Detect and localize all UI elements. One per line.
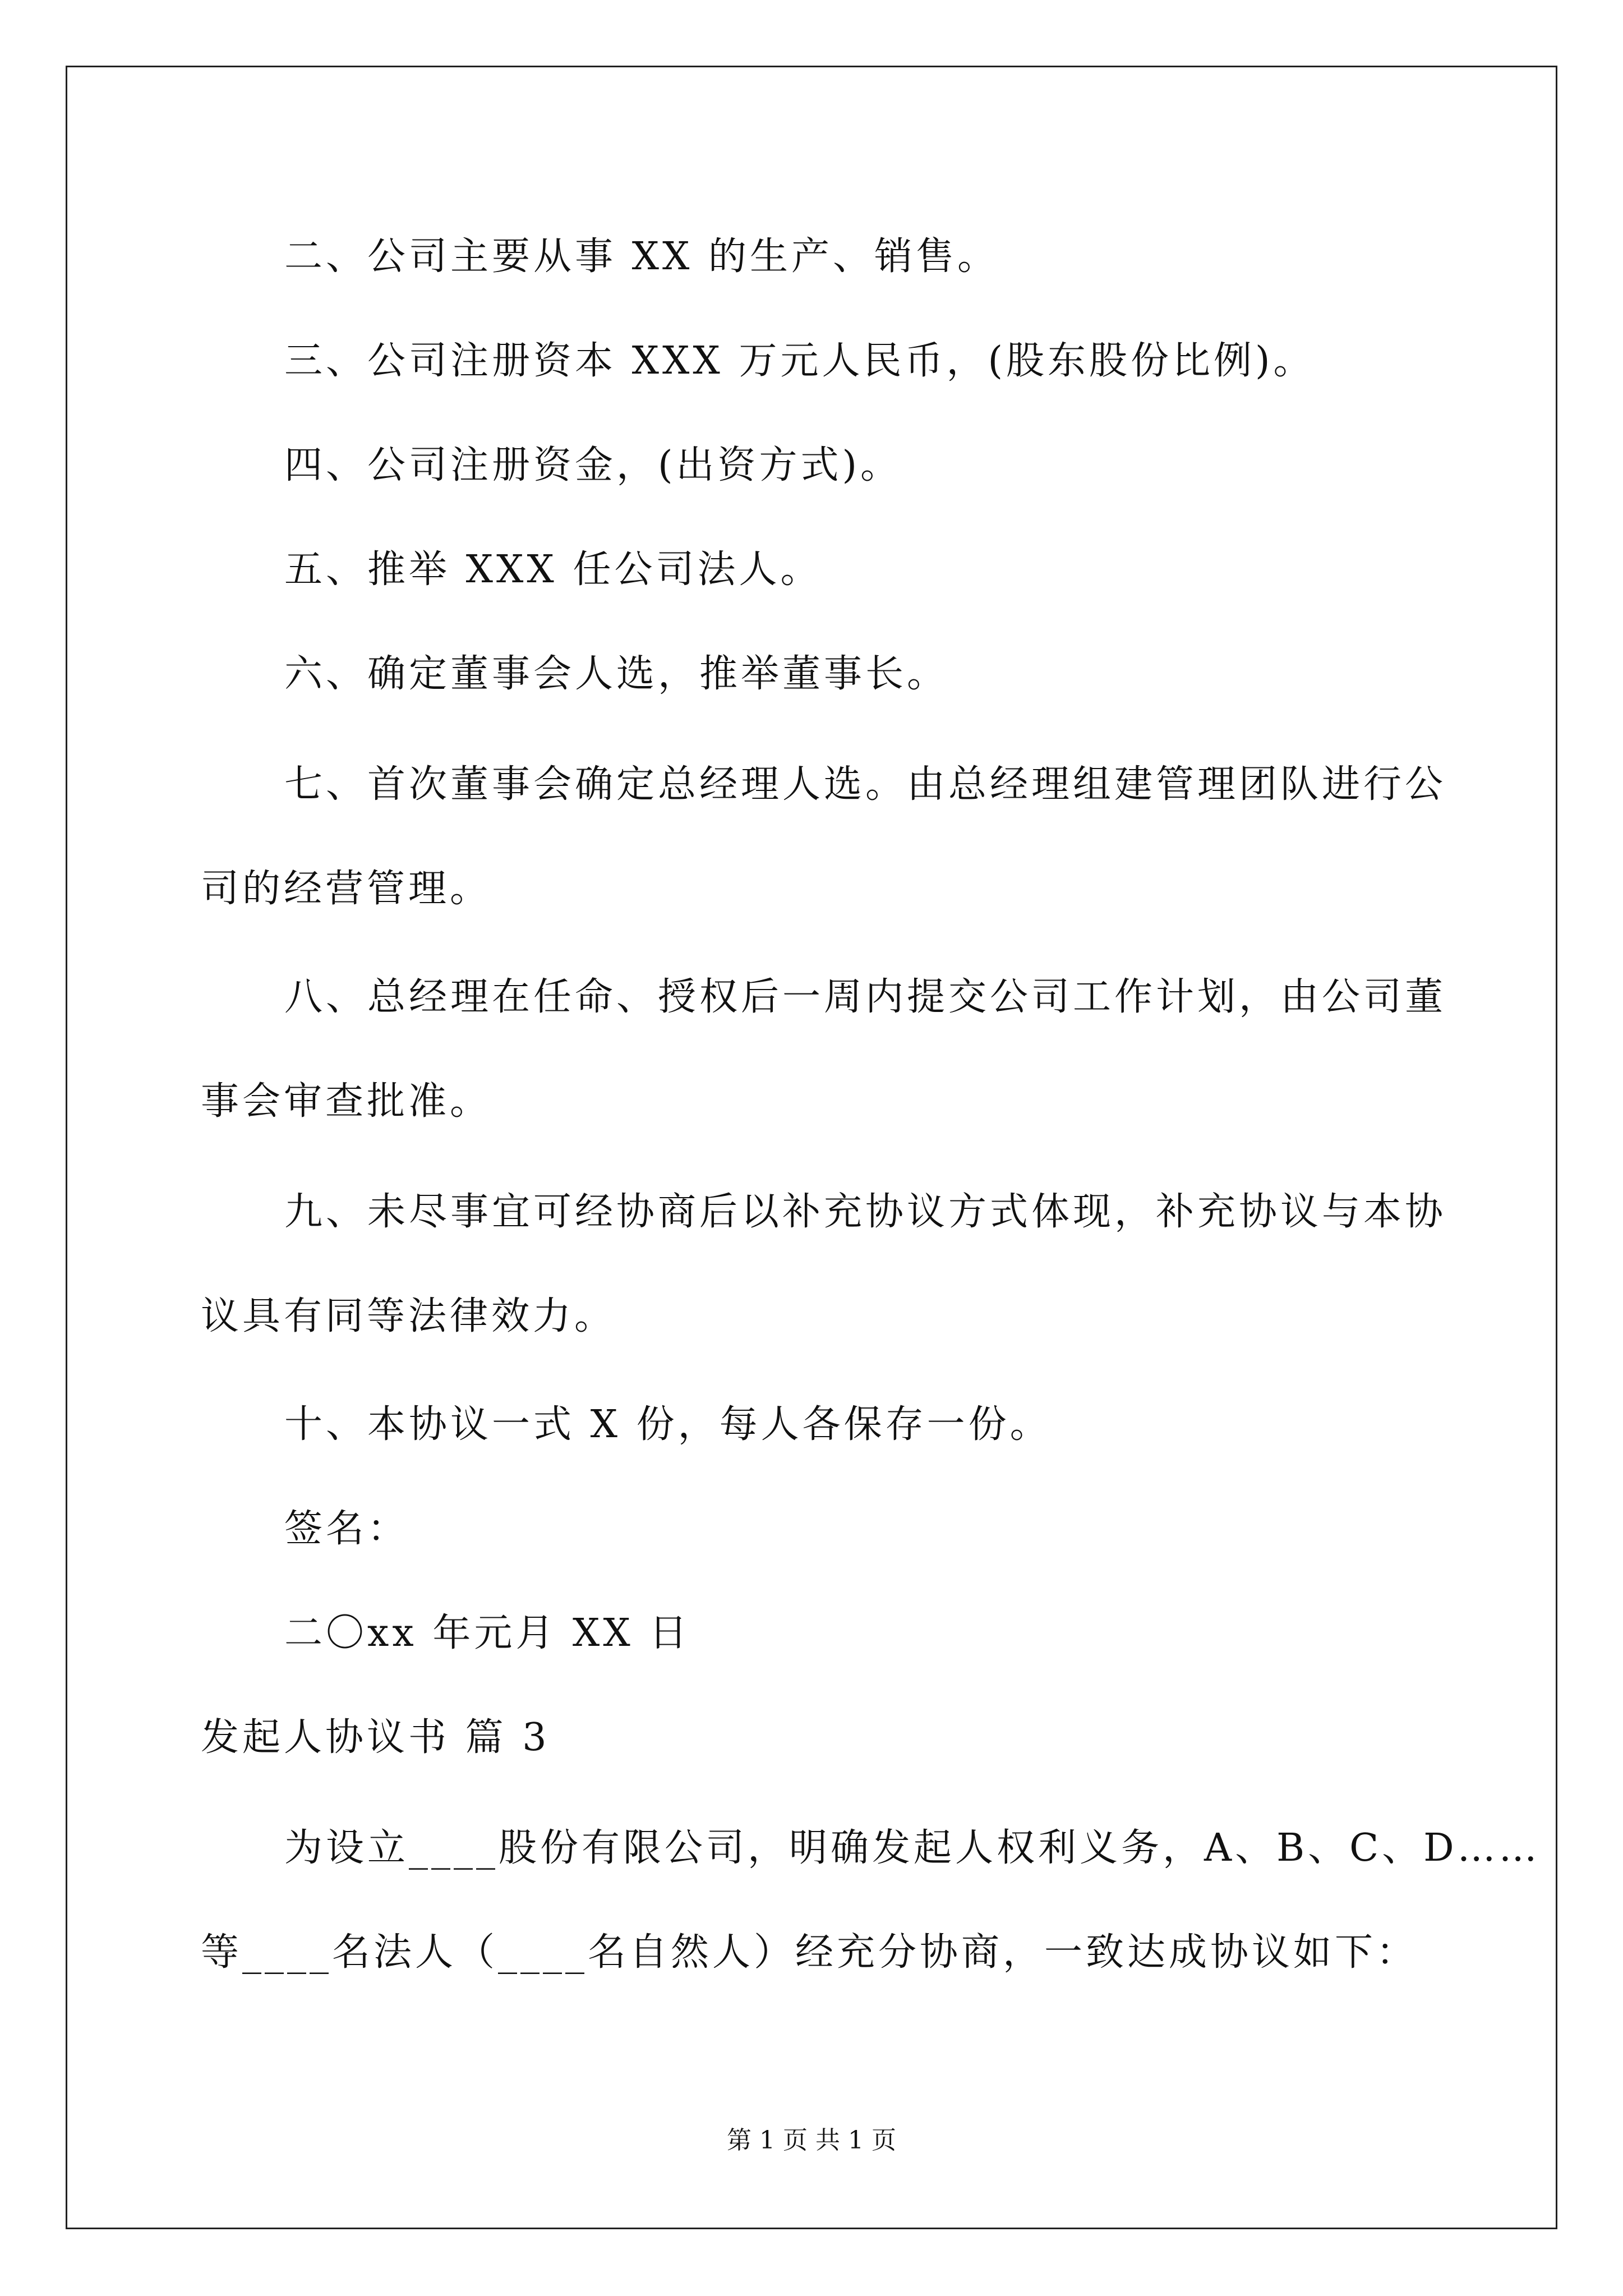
section-heading: 发起人协议书 篇 3 [201,1715,550,1760]
clause-5: 五、推举 XXX 任公司法人。 [284,547,822,592]
intro-line-1: 为设立____股份有限公司，明确发起人权利义务，A、B、C、D…… [284,1826,1541,1870]
clause-9-line-1: 九、未尽事宜可经协商后以补充协议方式体现，补充协议与本协 [284,1190,1447,1234]
clause-8-line-1: 八、总经理在任命、授权后一周内提交公司工作计划，由公司董 [284,975,1447,1019]
clause-7-line-1: 七、首次董事会确定总经理人选。由总经理组建管理团队进行公 [284,762,1447,807]
clause-8-line-2: 事会审查批准。 [201,1079,492,1124]
clause-10: 十、本协议一式 X 份，每人各保存一份。 [284,1402,1052,1447]
page-number: 第 1 页 共 1 页 [727,2126,896,2155]
clause-3: 三、公司注册资本 XXX 万元人民币，(股东股份比例)。 [284,339,1315,383]
page-border [66,66,1557,2229]
clause-6: 六、确定董事会人选，推举董事长。 [284,652,949,696]
clause-4: 四、公司注册资金，(出资方式)。 [284,443,902,487]
clause-7-line-2: 司的经营管理。 [201,867,492,911]
clause-2: 二、公司主要从事 XX 的生产、销售。 [284,234,999,279]
intro-line-2: 等____名法人（____名自然人）经充分协商，一致达成协议如下： [201,1930,1418,1975]
clause-9-line-2: 议具有同等法律效力。 [201,1294,616,1338]
date-line: 二〇xx 年元月 XX 日 [284,1611,691,1655]
signature-label: 签名： [284,1507,409,1551]
